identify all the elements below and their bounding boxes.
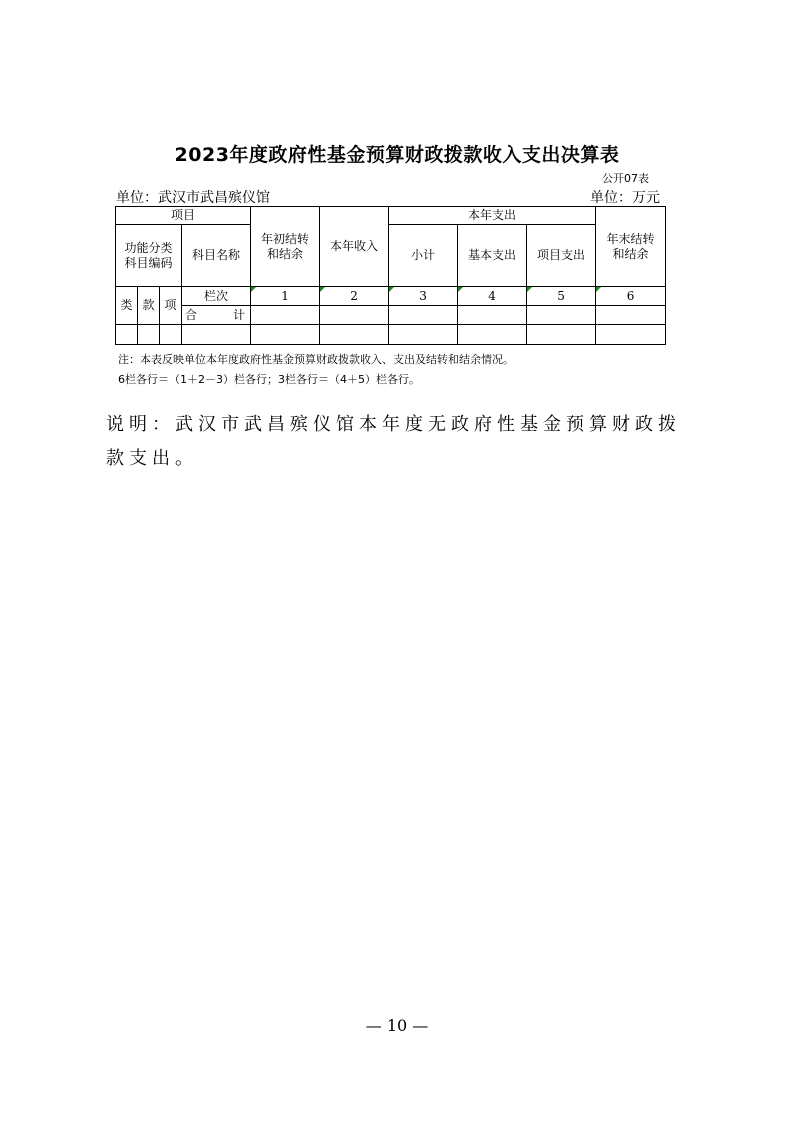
- empty-cell: [320, 325, 389, 345]
- header-xiang: 项: [160, 287, 182, 325]
- total-label-b: 计: [233, 307, 246, 322]
- unit-currency: 单位：万元: [590, 190, 660, 206]
- table-note: 注：本表反映单位本年度政府性基金预算财政拨款收入、支出及结转和结余情况。: [118, 353, 514, 366]
- total-label: [182, 306, 251, 325]
- header-func-code: 功能分类科目编码: [116, 225, 182, 287]
- column-number-3: 3: [389, 287, 458, 306]
- header-project-expense: 项目支出: [527, 225, 596, 287]
- total-cell-4: [458, 306, 527, 325]
- empty-cell: [182, 325, 251, 345]
- empty-cell: [596, 325, 666, 345]
- header-project: 项目: [116, 207, 251, 225]
- column-number-6: 6: [596, 287, 666, 306]
- total-cell-6: [596, 306, 666, 325]
- header-kuan: 款: [138, 287, 160, 325]
- total-cell-5: [527, 306, 596, 325]
- description-paragraph: 说明：武汉市武昌殡仪馆本年度无政府性基金预算财政拨款支出。: [106, 414, 681, 469]
- unit-organization: 单位：武汉市武昌殡仪馆: [116, 190, 270, 206]
- column-number-5: 5: [527, 287, 596, 306]
- header-income: 本年收入: [320, 207, 389, 287]
- table-formula-note: 6栏各行＝（1＋2－3）栏各行；3栏各行＝（4＋5）栏各行。: [118, 373, 420, 386]
- empty-cell: [116, 325, 138, 345]
- empty-cell: [389, 325, 458, 345]
- empty-cell: [160, 325, 182, 345]
- total-label-a: 合: [185, 307, 198, 322]
- empty-cell: [458, 325, 527, 345]
- empty-cell: [251, 325, 320, 345]
- column-number-2: 2: [320, 287, 389, 306]
- header-expense: 本年支出: [389, 207, 596, 225]
- empty-cell: [138, 325, 160, 345]
- header-lei: 类: [116, 287, 138, 325]
- header-subtotal: 小计: [389, 225, 458, 287]
- page-number: — 10 —: [365, 1016, 429, 1035]
- total-cell-1: [251, 306, 320, 325]
- budget-table: [115, 206, 666, 345]
- header-begin-balance: 年初结转和结余: [251, 207, 320, 287]
- page-title: 2023年度政府性基金预算财政拨款收入支出决算表: [174, 144, 620, 166]
- form-code: 公开07表: [602, 172, 649, 185]
- total-cell-3: [389, 306, 458, 325]
- column-number-1: 1: [251, 287, 320, 306]
- header-subject-name: 科目名称: [182, 225, 251, 287]
- column-number-4: 4: [458, 287, 527, 306]
- empty-cell: [527, 325, 596, 345]
- column-label: 栏次: [182, 287, 251, 306]
- header-end-balance: 年末结转和结余: [596, 207, 666, 287]
- total-cell-2: [320, 306, 389, 325]
- header-basic-expense: 基本支出: [458, 225, 527, 287]
